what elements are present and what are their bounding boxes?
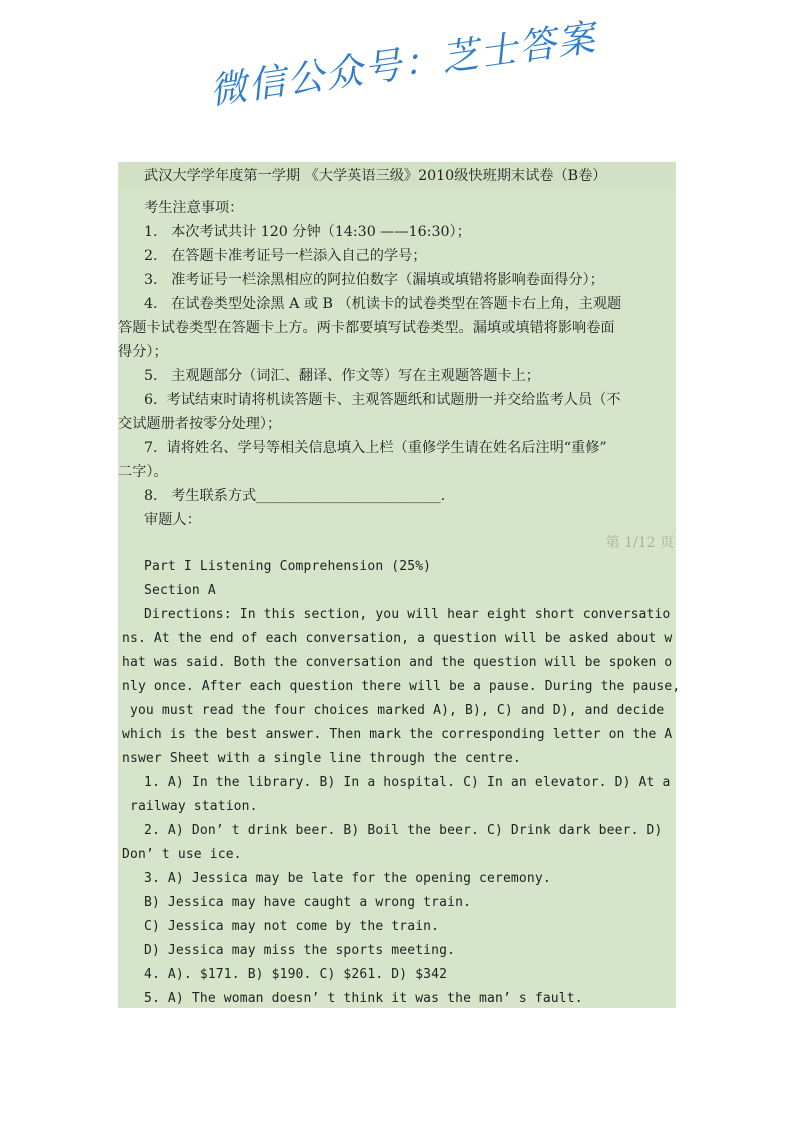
page-number: 第 1/12 页 [605,535,674,551]
notice-line: 2. 在答题卡准考证号一栏添入自己的学号； [144,248,427,264]
question-line: B) Jessica may have caught a wrong train. [144,895,472,910]
question-line: 5. A) The woman doesn’ t think it was the man’ s fault. [144,991,583,1006]
notice-line: 答题卡试卷类型在答题卡上方。两卡都要填写试卷类型。漏填或填错将影响卷面 [118,320,615,336]
notice-line: 5. 主观题部分（词汇、翻译、作文等）写在主观题答题卡上； [144,368,540,384]
directions-line: nswer Sheet with a single line through the centre. [122,751,521,766]
notice-line: 交试题册者按零分处理）； [118,416,282,432]
directions-line: nly once. After each question there will be a pause. During the pause, [122,679,681,694]
part-title: Part I Listening Comprehension (25%) [144,559,432,574]
exam-page [118,162,681,1008]
question-line: 1. A) In the library. B) In a hospital. C) In an elevator. D) At a [144,775,671,790]
question-line: D) Jessica may miss the sports meeting. [144,943,456,958]
notice-line: 3. 准考证号一栏涂黑相应的阿拉伯数字（漏填或填错将影响卷面得分）； [144,272,604,288]
notice-line: 1. 本次考试共计 120 分钟（14:30 ——16:30）； [144,224,471,240]
exam-title: 武汉大学学年度第一学期 《大学英语三级》2010级快班期末试卷（B卷） [144,168,607,184]
watermark: 微信公众号：芝士答案 [206,15,600,113]
directions-line: hat was said. Both the conversation and the question will be spoken o [122,655,673,670]
question-line: C) Jessica may not come by the train. [144,919,440,934]
question-line: railway station. [122,799,258,814]
notice-line: 二字）。 [118,464,168,480]
notice-line: 4. 在试卷类型处涂黑 A 或 B （机读卡的试卷类型在答题卡右上角，主观题 [144,296,622,312]
directions-line: which is the best answer. Then mark the corresponding letter on the A [122,727,673,742]
notice-heading: 考生注意事项： [144,200,244,216]
directions-line: ns. At the end of each conversation, a question will be asked about w [122,631,673,646]
contact-line: 8. 考生联系方式__________________________. [144,488,446,504]
directions-line: Directions: In this section, you will hear eight short conversatio [144,607,671,622]
question-line: 4. A). $171. B) $190. C) $261. D) $342 [144,967,448,982]
directions-line: you must read the four choices marked A), B), C) and D), and decide [122,703,665,718]
question-line: 2. A) Don’ t drink beer. B) Boil the beer. C) Drink dark beer. D) [144,823,663,838]
section-title: Section A [144,583,216,598]
question-line: Don’ t use ice. [122,847,242,862]
question-line: 3. A) Jessica may be late for the opening ceremony. [144,871,551,886]
reviewer-line: 审题人： [144,512,201,528]
notice-line: 7. 请将姓名、学号等相关信息填入上栏（重修学生请在姓名后注明“重修” [144,440,607,456]
notice-line: 6. 考试结束时请将机读答题卡、主观答题纸和试题册一并交给监考人员（不 [144,392,621,408]
notice-line: 得分）； [118,344,168,360]
